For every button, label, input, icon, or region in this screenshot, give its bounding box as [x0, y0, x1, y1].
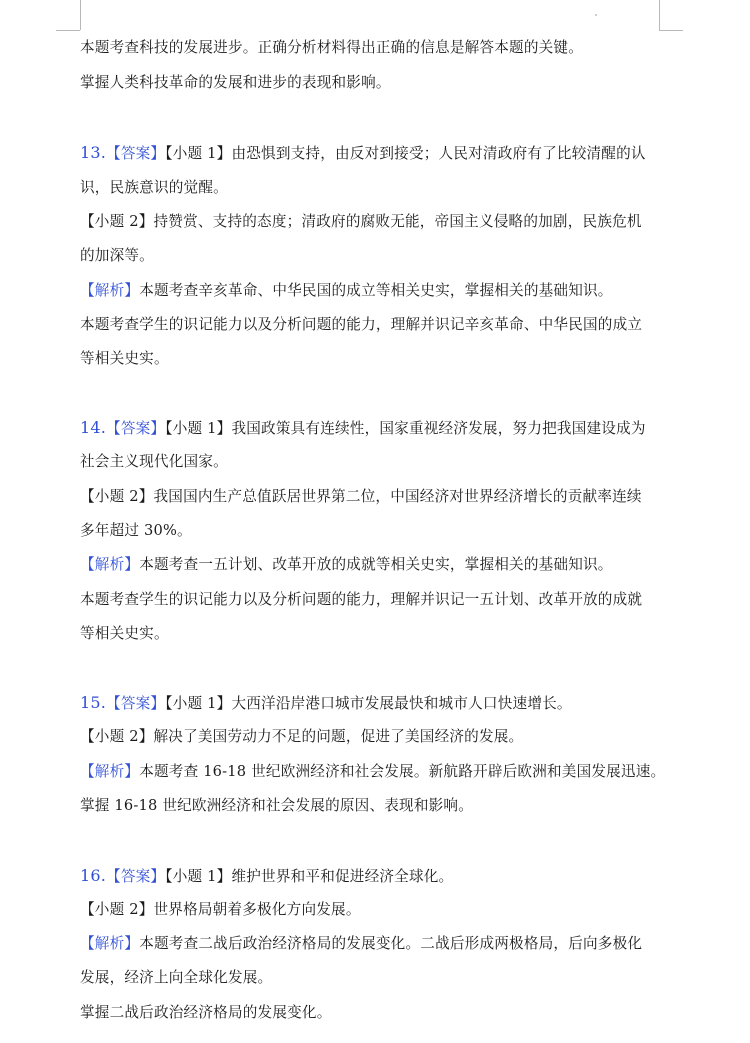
answer-13-line-1	[80, 143, 670, 164]
analysis-14-line-1	[80, 555, 670, 575]
page-corner-mark-top-left	[80, 0, 81, 30]
answer-16-line-2	[80, 900, 670, 920]
sub-question-label: 【小题 2】	[80, 901, 154, 918]
analysis-13-line-1	[80, 281, 670, 301]
sub-question-label: 【小题 2】	[80, 488, 154, 505]
answer-13-line-3	[80, 212, 670, 232]
page-corner-mark-top-right	[659, 0, 660, 30]
intro-line-1: 本题考查科技的发展进步。正确分析材料得出正确的信息是解答本题的关键。	[80, 39, 583, 56]
analysis-text: 本题考查一五计划、改革开放的成就等相关史实，掌握相关的基础知识。	[139, 556, 613, 573]
answer-tag: 【答案】	[106, 145, 166, 162]
answer-13-line-4: 的加深等。	[80, 247, 154, 264]
question-number: 14.	[80, 418, 107, 437]
question-number: 15.	[80, 693, 107, 712]
answer-text: 持赞赏、支持的态度；清政府的腐败无能，帝国主义侵略的加剧，民族危机	[153, 213, 642, 230]
sub-question-label: 【小题 1】	[165, 145, 232, 162]
answer-text: 解决了美国劳动力不足的问题，促进了美国经济的发展。	[153, 728, 524, 745]
answer-tag: 【答案】	[106, 868, 166, 885]
answer-14-line-4: 多年超过 30%。	[80, 522, 192, 539]
analysis-text: 本题考查 16-18 世纪欧洲经济和社会发展。新航路开辟后欧洲和美国发展迅速。	[139, 763, 666, 780]
answer-text: 我国政策具有连续性，国家重视经济发展，努力把我国建设成为	[231, 420, 646, 437]
analysis-13-line-3: 等相关史实。	[80, 350, 169, 367]
analysis-tag: 【解析】	[80, 935, 140, 952]
answer-text: 我国国内生产总值跃居世界第二位，中国经济对世界经济增长的贡献率连续	[153, 488, 642, 505]
analysis-16-line-1	[80, 934, 670, 954]
sub-question-label: 【小题 2】	[80, 213, 154, 230]
analysis-16-line-2: 发展，经济上向全球化发展。	[80, 969, 273, 986]
intro-line-2: 掌握人类科技革命的发展和进步的表现和影响。	[80, 74, 391, 91]
answer-15-line-2	[80, 727, 670, 747]
page-corner-mark-top-left-h	[56, 30, 80, 31]
analysis-tag: 【解析】	[80, 763, 140, 780]
answer-16-line-1	[80, 866, 670, 887]
analysis-tag: 【解析】	[80, 556, 140, 573]
answer-15-line-1	[80, 693, 670, 714]
answer-13-line-2: 识，民族意识的觉醒。	[80, 179, 228, 196]
analysis-tag: 【解析】	[80, 282, 140, 299]
analysis-15-line-2: 掌握 16-18 世纪欧洲经济和社会发展的原因、表现和影响。	[80, 797, 474, 814]
answer-14-line-3	[80, 487, 670, 507]
question-number: 16.	[80, 866, 107, 885]
question-number: 13.	[80, 143, 107, 162]
analysis-16-line-3: 掌握二战后政治经济格局的发展变化。	[80, 1004, 332, 1021]
answer-14-line-1	[80, 418, 670, 439]
page-dot	[595, 14, 597, 16]
analysis-text: 本题考查二战后政治经济格局的发展变化。二战后形成两极格局，后向多极化	[139, 935, 643, 952]
analysis-14-line-3: 等相关史实。	[80, 625, 169, 642]
sub-question-label: 【小题 1】	[165, 868, 232, 885]
answer-tag: 【答案】	[106, 695, 166, 712]
sub-question-label: 【小题 1】	[165, 695, 232, 712]
page-corner-mark-top-right-h	[659, 30, 683, 31]
answer-14-line-2: 社会主义现代化国家。	[80, 453, 228, 470]
answer-text: 由恐惧到支持，由反对到接受；人民对清政府有了比较清醒的认	[231, 145, 646, 162]
analysis-15-line-1	[80, 762, 670, 782]
analysis-13-line-2: 本题考查学生的识记能力以及分析问题的能力，理解并识记辛亥革命、中华民国的成立	[80, 316, 643, 333]
sub-question-label: 【小题 2】	[80, 728, 154, 745]
answer-text: 大西洋沿岸港口城市发展最快和城市人口快速增长。	[231, 695, 572, 712]
analysis-text: 本题考查辛亥革命、中华民国的成立等相关史实，掌握相关的基础知识。	[139, 282, 613, 299]
answer-tag: 【答案】	[106, 420, 166, 437]
answer-text: 维护世界和平和促进经济全球化。	[231, 868, 454, 885]
analysis-14-line-2: 本题考查学生的识记能力以及分析问题的能力，理解并识记一五计划、改革开放的成就	[80, 591, 643, 608]
answer-text: 世界格局朝着多极化方向发展。	[153, 901, 361, 918]
sub-question-label: 【小题 1】	[165, 420, 232, 437]
